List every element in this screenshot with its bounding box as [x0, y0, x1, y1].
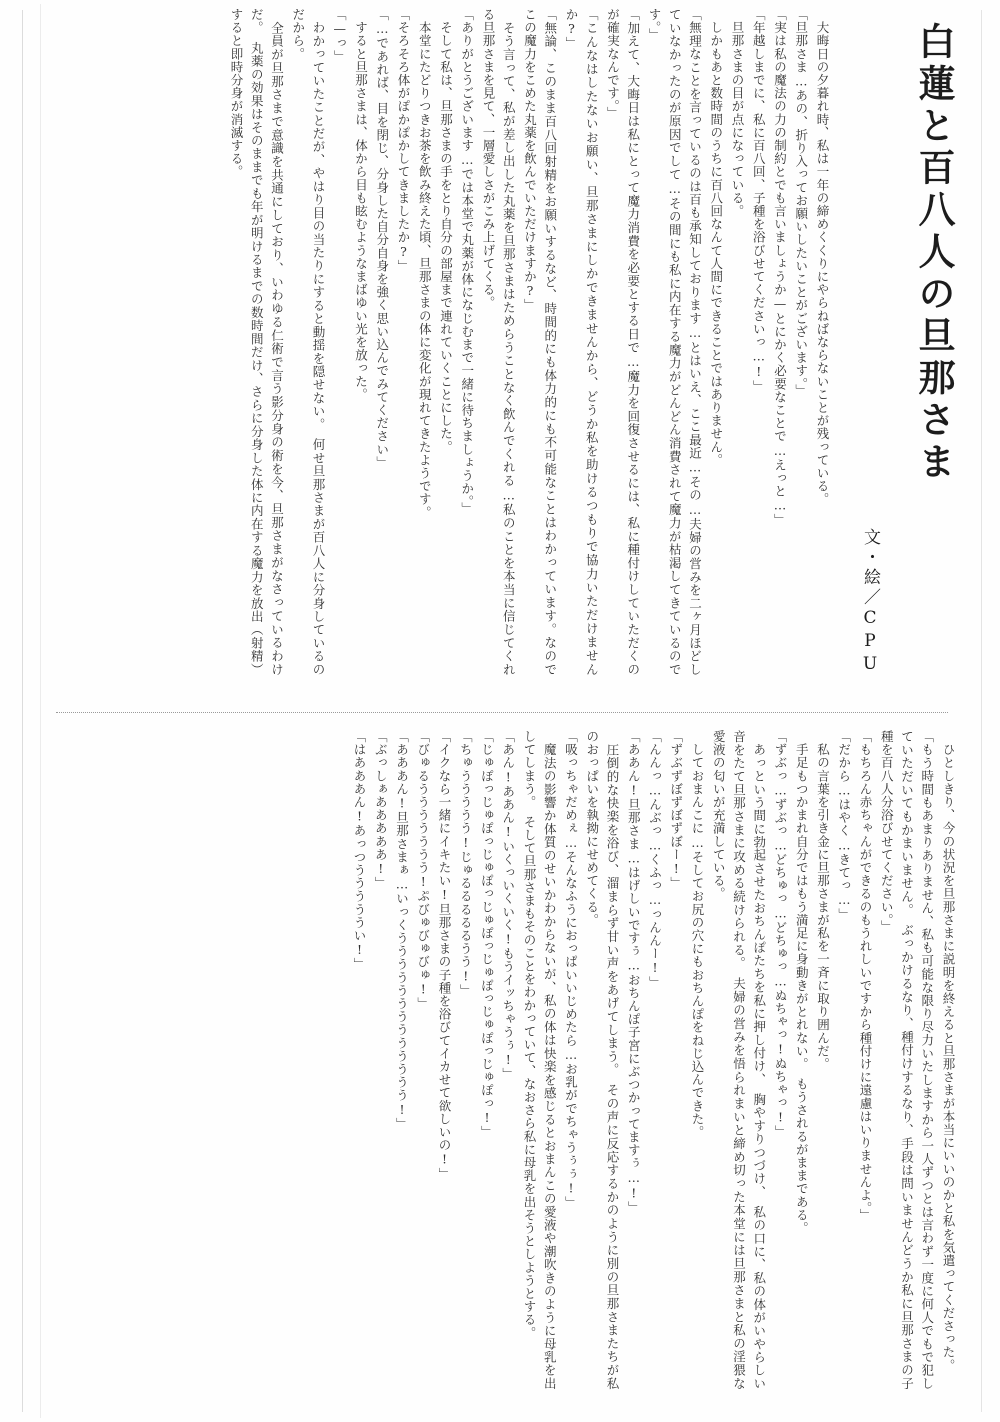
- text-column: 「イクなら一緒にイキたい!旦那さまの子種を浴びてイカせて欲しいの!」: [437, 730, 452, 1181]
- text-column: 魔法の影響か体質のせいかわからないが、私の体は快楽を感じるとおまんこの愛液や潮吹きのように母乳を出してしまう。 そして旦那さまもそのことをわかっていて、なおさら私に母乳を出そうとしようとする。: [522, 730, 558, 1390]
- text-column: 「無論、このまま百八回射精をお願いするなど、時間的にも体力的にも不可能なことはわかっています。なのでこの魔力をこめた丸薬を飲んでいただけますか?」: [522, 8, 558, 676]
- text-column: 「実は私の魔法の力の制約とでも言いましょうか—とにかく必要なことで…えっと…」: [772, 8, 788, 527]
- text-column: 私の言葉を引き金に旦那さまが私を一斉に取り囲んだ。: [815, 730, 831, 1071]
- text-column: 「吸っちゃだめぇ…そんなふうにおっぱいいじめたら…お乳がでちゃうぅぅ!」: [563, 730, 579, 1210]
- lower-text-block: [52, 730, 968, 1402]
- text-column: あっという間に勃起させたおちんぽたちを私に押し付け、 胸やすりつづけ、 私の口に、私の体がいやらしい音をたて旦那さまに攻める続けられる。 夫婦の営みを悟られまいと締め切った本堂には旦那さまと私の淫猥な愛液の匂いが充満している。: [711, 730, 767, 1390]
- section-divider: [56, 712, 948, 713]
- text-column: そう言って、私が差し出した丸薬を旦那さまはためらうことなく飲んでくれる…私のことを本当に信じてくれる旦那さまを見て、一層愛しさがこみ上げてくる。: [481, 8, 517, 676]
- text-column: 「無理なことを言っているのは百も承知しております…とはいえ、ここ最近…その…夫婦の営みを二ヶ月ほどしていなかったのが原因でして…その間にも私に内在する魔力がどんどん消費されて魔力が枯渇してきているのです。」: [647, 8, 703, 676]
- text-column: 大晦日の夕暮れ時、私は一年の締めくくりにやらねばならないことが残っている。: [815, 8, 830, 506]
- text-column: 「…であれば、目を閉じ、分身した自分自身を強く思い込んでみてください」: [374, 8, 390, 469]
- text-column: 「ずぶっ…ずぶっ…どちゅっ…どちゅっ…ぬちゃっ!ぬちゃっ!」: [773, 730, 788, 1138]
- vertical-columns-top: [52, 8, 968, 698]
- text-column: しておまんこに…そしてお尻の穴にもおちんぽをねじ込んできた。: [690, 730, 705, 1139]
- text-column: 「びゅるううううううう!ぷびゅびゅびゅ!」: [415, 730, 431, 1011]
- text-column: 「—っ」: [332, 8, 348, 63]
- page-inner-border: [40, 4, 41, 1418]
- text-column: 本堂にたどりつきお茶を飲み終えた頃、旦那さまの体に変化が現れてきたようです。: [417, 8, 433, 519]
- text-column: 「じゅぽっじゅぽっじゅぽっじゅぽっじゅぽっじゅぽっじゅぽっ!」: [479, 730, 495, 1139]
- page-title: 白蓮と百八人の旦那さま: [912, 22, 956, 484]
- text-column: 旦那さまの目が点になっている。: [730, 8, 745, 218]
- text-column: 「あああん!旦那さまぁ…いっくううううううううううううう!」: [394, 730, 410, 1131]
- upper-text-block: [52, 8, 968, 698]
- text-column: 圧倒的な快楽を浴び、溜まらず甘い声をあげてしまう。 その声に反応するかのように別の旦那さまたちが私のおっぱいを執拗にせめてくる。: [584, 730, 620, 1390]
- text-column: 「ぶっしぁあああああ!」: [373, 730, 389, 890]
- text-column: 「はあああん!あっつうううううい!」: [352, 730, 367, 971]
- text-column: 「こんなはしたないお願い、旦那さまにしかできませんから、どうか私を助けるつもりで協力いただけませんか?」: [564, 8, 600, 676]
- text-column: 「んんっ…んぶっ…くふっ…っんんー!」: [647, 730, 663, 989]
- vertical-columns-bottom: [52, 730, 968, 1402]
- text-column: 「もちろん赤ちゃんができるのもうれしいですから種付けに遠慮はいりませんよ。」: [858, 730, 873, 1222]
- text-column: 「旦那さま…あの、折り入ってお願いしたいことがございます。」: [793, 8, 809, 398]
- text-column: 「ああん!旦那さま…はげしいですぅ…おちんぽ子宮にぶつかってますぅ…!」: [626, 730, 642, 1215]
- text-column: すると旦那さまは、体から目も眩むようなまばゆい光を放った。: [353, 8, 369, 401]
- text-column: 「ちゅううううう!じゅるるるるるうう!」: [458, 730, 474, 997]
- text-column: 手足もつかまれ自分ではもう満足に身動きがとれない。 もうされるがままである。: [794, 730, 810, 1235]
- text-column: ひとしきり、今の状況を旦那さまに説明を終えると旦那さまが本当にいいのかと私を気遣ってくださった。: [941, 730, 956, 1372]
- text-column: 「ありがとうございます…では本堂で丸薬が体になじむまで一緒に待ちましょうか。」: [459, 8, 475, 516]
- text-column: わかっていたことだが、やはり目の当たりにすると動揺を隠せない。 何せ旦那さまが百八人に分身しているのだから。: [290, 8, 326, 676]
- text-column: 「ずぶずぼずぼずぼー!」: [668, 730, 684, 890]
- text-column: 「年越しまでに、私に百八回、子種を浴びせてくださいっ…!」: [751, 8, 767, 393]
- text-column: しかもあと数時間のうちに百八回なんて人間にできることではありません。: [708, 8, 724, 467]
- text-column: 「あん!ああん!いくっいくいく!もうイッちゃうぅ!」: [500, 730, 516, 1081]
- text-column: そして私は、旦那さまの手をとり自分の部屋まで連れていくことにした。: [438, 8, 454, 454]
- text-column: 「だから…はやく…きてっ…」: [836, 730, 852, 921]
- text-column: 「もう時間もあまりありません、私も可能な限り尽力いたしますから一人ずつとは言わず一度に何人でもで犯していただいてもかまいません。 ぶっかけるなり、種付けするなり、手段は問いませんどうか私に旦那さまの子種を百八人分浴びせてください。」: [879, 730, 935, 1390]
- text-column: 全員が旦那さまで意識を共通にしており、いわゆる仁術で言う影分身の術を今、旦那さまがなさっているわけだ。 丸薬の効果はそのままでも年が明けるまでの数時間だけ、さらに分身した体に内在する魔力を放出（射精）すると即時分身が消滅する。: [229, 8, 285, 676]
- byline: 文・絵／CPU: [860, 528, 880, 677]
- text-column: 「そろそろ体がぽかぽかしてきましたか?」: [396, 8, 411, 273]
- text-column: 「加えて、大晦日は私にとって魔力消費を必要とする日で…魔力を回復させるには、私に種付けしていただくのが確実なんです。」: [605, 8, 641, 676]
